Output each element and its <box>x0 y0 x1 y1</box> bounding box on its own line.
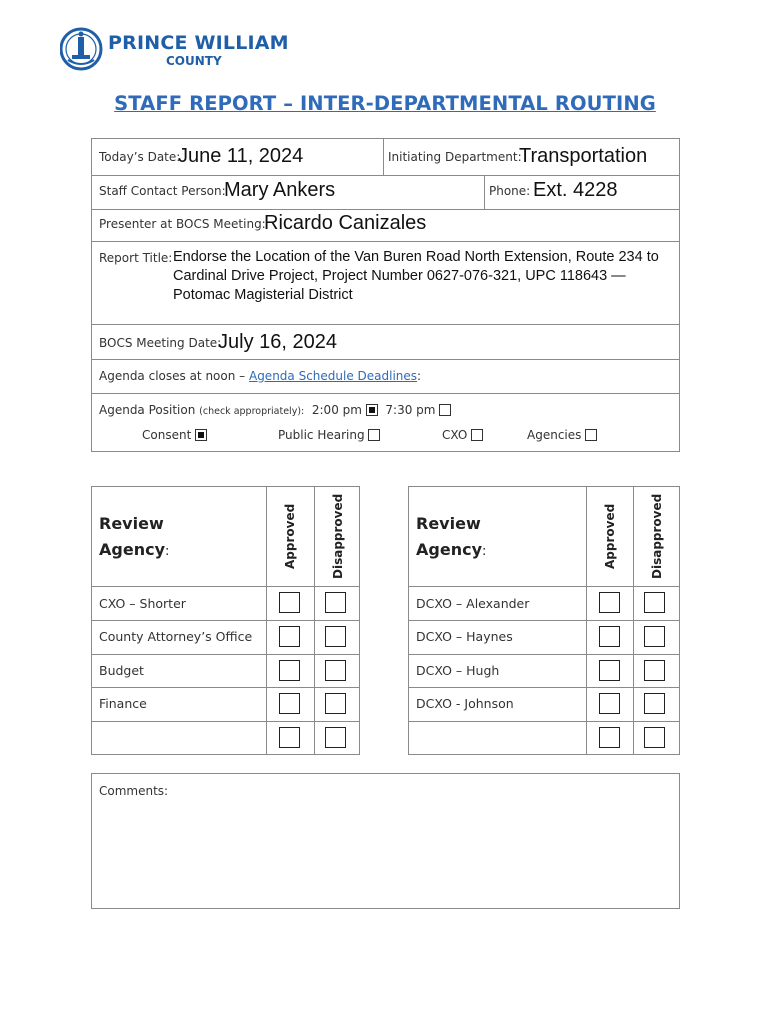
disapproved-checkbox[interactable] <box>325 693 346 714</box>
report-info-form <box>91 138 680 452</box>
approved-header: Approved <box>603 503 617 569</box>
report-title-value[interactable]: Endorse the Location of the Van Buren Road North Extension, Route 234 to Cardinal Drive Project, Project Number 0627-076-321, UPC 118643 — Potomac Magisterial District <box>173 249 659 303</box>
approved-checkbox[interactable] <box>279 727 300 748</box>
disapproved-checkbox[interactable] <box>644 693 665 714</box>
bocs-date-value[interactable]: July 16, 2024 <box>218 331 337 353</box>
agenda-position-hint: (check appropriately): <box>199 406 305 417</box>
review-table-left <box>91 486 360 755</box>
public-hearing-checkbox[interactable] <box>368 429 380 441</box>
comments-field[interactable] <box>91 773 680 909</box>
time-2pm-label: 2:00 pm <box>311 403 362 417</box>
presenter-value[interactable]: Ricardo Canizales <box>264 212 427 234</box>
disapproved-checkbox[interactable] <box>325 727 346 748</box>
phone-value[interactable]: Ext. 4228 <box>533 179 618 201</box>
disapproved-checkbox[interactable] <box>644 727 665 748</box>
presenter-label: Presenter at BOCS Meeting: <box>99 217 266 231</box>
initiating-dept-value[interactable]: Transportation <box>519 145 648 167</box>
disapproved-checkbox[interactable] <box>644 592 665 613</box>
approved-header: Approved <box>283 503 297 569</box>
table-row-label: DCXO – Hugh <box>416 663 500 678</box>
review-agency-header: Review Agency: <box>416 514 487 559</box>
report-title-label: Report Title: <box>99 251 173 265</box>
staff-contact-label: Staff Contact Person: <box>99 184 226 198</box>
approved-checkbox[interactable] <box>599 727 620 748</box>
approved-checkbox[interactable] <box>599 592 620 613</box>
table-row-label: DCXO – Haynes <box>416 629 513 644</box>
approved-checkbox[interactable] <box>599 660 620 681</box>
disapproved-checkbox[interactable] <box>325 592 346 613</box>
initiating-dept-label: Initiating Department: <box>388 150 522 164</box>
disapproved-checkbox[interactable] <box>325 660 346 681</box>
consent-checkbox[interactable] <box>195 429 207 441</box>
agenda-closes-suffix: : <box>417 369 422 383</box>
disapproved-checkbox[interactable] <box>325 626 346 647</box>
agenda-schedule-link[interactable]: Agenda Schedule Deadlines <box>248 369 418 383</box>
approved-checkbox[interactable] <box>279 626 300 647</box>
table-row-label: DCXO - Johnson <box>416 696 514 711</box>
staff-contact-value[interactable]: Mary Ankers <box>224 179 336 201</box>
disapproved-checkbox[interactable] <box>644 660 665 681</box>
time-730pm-label: 7:30 pm <box>385 403 436 417</box>
agenda-position <box>99 403 451 417</box>
approved-checkbox[interactable] <box>279 693 300 714</box>
consent-label: Consent <box>142 428 192 442</box>
review-table-right <box>408 486 680 755</box>
public-hearing-label: Public Hearing <box>278 428 365 442</box>
org-name: PRINCE WILLIAM <box>108 32 289 54</box>
approved-checkbox[interactable] <box>279 592 300 613</box>
cxo-label: CXO <box>442 428 468 442</box>
comments-label: Comments: <box>99 784 169 798</box>
cxo-option <box>442 428 483 442</box>
table-row-label: CXO – Shorter <box>99 596 186 611</box>
agencies-label: Agencies <box>527 428 582 442</box>
agenda-position-label: Agenda Position <box>99 403 196 417</box>
agenda-closes-prefix: Agenda closes at noon – <box>99 369 249 383</box>
public-hearing-option <box>278 428 380 442</box>
time-2pm-checkbox[interactable] <box>366 404 378 416</box>
table-row-label: Finance <box>99 696 147 711</box>
disapproved-header: Disapproved <box>331 493 345 579</box>
todays-date-label: Today’s Date: <box>99 150 181 164</box>
cxo-checkbox[interactable] <box>471 429 483 441</box>
time-730pm-checkbox[interactable] <box>439 404 451 416</box>
page-title: STAFF REPORT – INTER-DEPARTMENTAL ROUTING <box>114 92 656 115</box>
county-seal-icon <box>60 22 104 76</box>
phone-label: Phone: <box>489 184 531 198</box>
org-name-county: COUNTY <box>166 54 222 68</box>
consent-option <box>142 428 207 442</box>
agencies-option <box>527 428 597 442</box>
todays-date-value[interactable]: June 11, 2024 <box>178 145 304 167</box>
review-agency-header: Review Agency: <box>99 514 170 559</box>
disapproved-checkbox[interactable] <box>644 626 665 647</box>
disapproved-header: Disapproved <box>650 493 664 579</box>
county-logo <box>60 22 290 78</box>
table-row-label: Budget <box>99 663 144 678</box>
approved-checkbox[interactable] <box>599 693 620 714</box>
agenda-closes <box>99 369 421 383</box>
agencies-checkbox[interactable] <box>585 429 597 441</box>
approved-checkbox[interactable] <box>279 660 300 681</box>
table-row-label: County Attorney’s Office <box>99 629 253 644</box>
table-row-label: DCXO – Alexander <box>416 596 530 611</box>
bocs-date-label: BOCS Meeting Date: <box>99 336 222 350</box>
approved-checkbox[interactable] <box>599 626 620 647</box>
